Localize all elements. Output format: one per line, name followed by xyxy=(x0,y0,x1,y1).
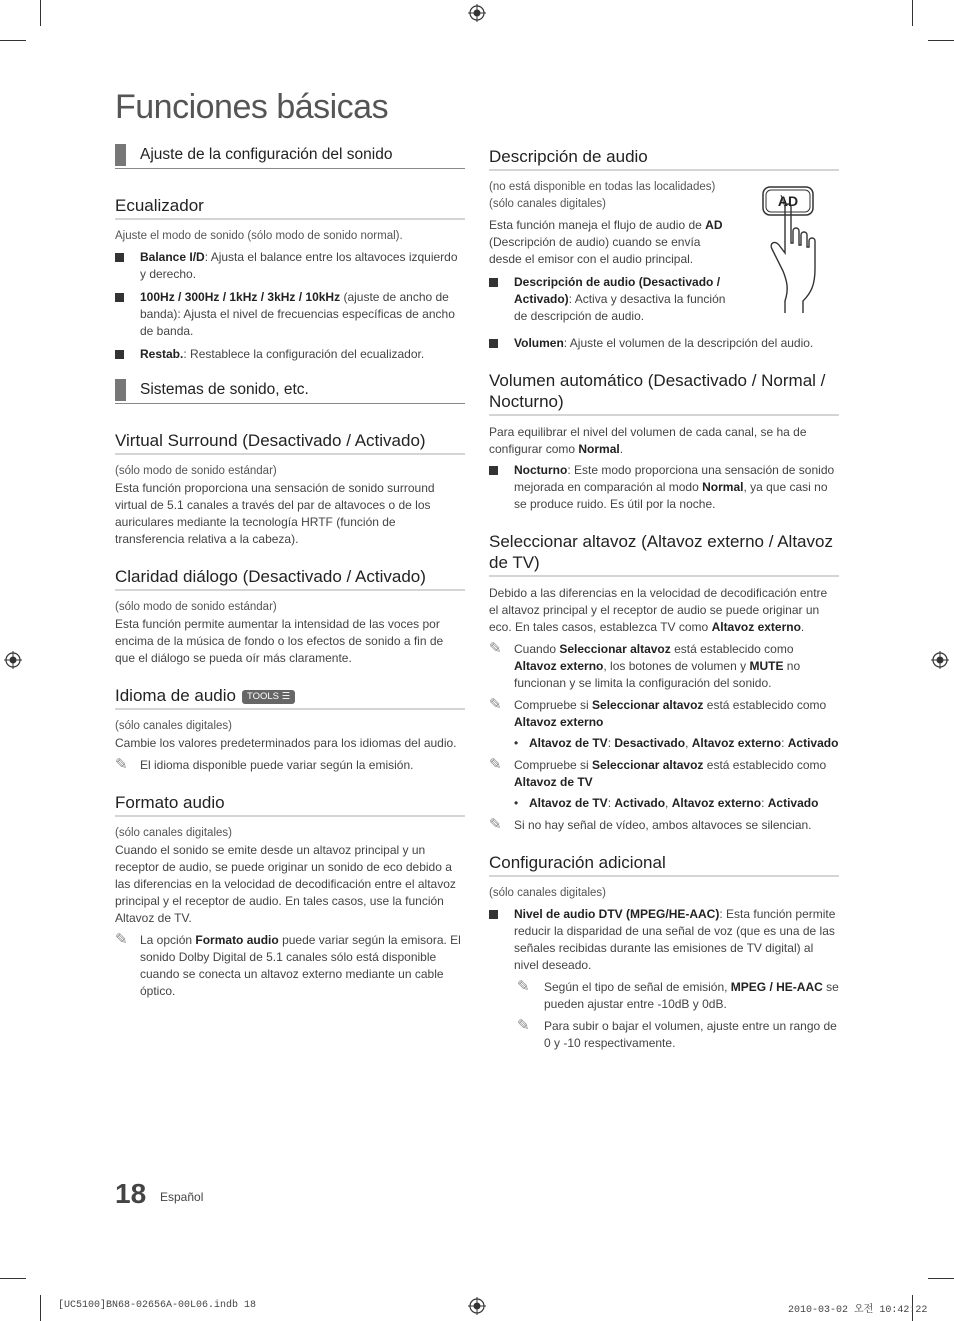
bullet-item: • Altavoz de TV: Activado, Altavoz externo: Activado xyxy=(489,795,839,812)
crop-mark xyxy=(0,40,26,41)
note: ✎ La opción Formato audio puede variar según la emisora. El sonido Dolby Digital de 5.1 canales sólo está disponible cuando se conecta un altavoz externo mediante un cable óptico. xyxy=(115,931,461,998)
virtual-desc: Esta función proporciona una sensación de sonido surround virtual de 5.1 canales a través del par de altavoces o de los auriculares mediante la tecnología HRTF (función de transferencia relativa a la cabeza). xyxy=(115,481,435,546)
registration-mark-icon xyxy=(468,4,486,22)
ecualizador-desc: Ajuste el modo de sonido (sólo modo de sonido normal). xyxy=(115,230,403,242)
print-file-info: [UC5100]BN68-02656A-00L06.indb 18 xyxy=(58,1300,257,1311)
bullet-item: • Altavoz de TV: Desactivado, Altavoz externo: Activado xyxy=(489,735,839,752)
crop-mark xyxy=(40,1295,41,1321)
heading-claridad-dialogo: Claridad diálogo (Desactivado / Activado) xyxy=(115,566,465,591)
claridad-desc: Esta función permite aumentar la intensidad de las voces por encima de la música de fondo o los efectos de sonido a fin de que el diálogo se pueda oír más claramente. xyxy=(115,617,444,665)
left-column xyxy=(115,146,465,1000)
list-item: Restab.: Restablece la configuración del ecualizador. xyxy=(115,346,465,363)
page-number: 18 xyxy=(115,1178,147,1209)
pencil-note-icon: ✎ xyxy=(489,816,502,833)
heading-formato-audio: Formato audio xyxy=(115,792,465,817)
crop-mark xyxy=(928,40,954,41)
registration-mark-icon xyxy=(4,651,22,669)
pencil-note-icon: ✎ xyxy=(517,978,530,995)
note: ✎ El idioma disponible puede variar según la emisión. xyxy=(115,756,414,773)
pencil-note-icon: ✎ xyxy=(115,756,128,773)
config-mode: (sólo canales digitales) xyxy=(489,887,606,899)
descripcion-desc: Esta función maneja el flujo de audio de AD (Descripción de audio) cuando se envía desde el emisor con el audio principal. xyxy=(489,218,723,266)
note: ✎ Si no hay señal de vídeo, ambos altavoces se silencian. xyxy=(489,816,812,833)
descripcion-block xyxy=(489,179,839,325)
volumen-desc: Para equilibrar el nivel del volumen de cada canal, se ha de configurar como Normal. xyxy=(489,425,807,456)
idioma-desc: Cambie los valores predeterminados para los idiomas del audio. xyxy=(115,736,457,750)
heading-virtual-surround: Virtual Surround (Desactivado / Activado) xyxy=(115,430,465,455)
list-item: 100Hz / 300Hz / 1kHz / 3kHz / 10kHz (ajuste de ancho de banda): Ajusta el nivel de frecuencias específicas de ancho de banda. xyxy=(115,289,465,340)
formato-desc: Cuando el sonido se emite desde un altavoz principal y un receptor de audio, se puede originar un sonido de eco debido a las diferencias en la velocidad de decodificación entre el altavoz principal y el receptor de audio. En tales casos, use la función Altavoz de TV. xyxy=(115,843,456,925)
section-header-sound-systems: Sistemas de sonido, etc. xyxy=(115,381,465,404)
note: ✎ Compruebe si Seleccionar altavoz está establecido como Altavoz externo xyxy=(489,696,827,729)
right-column xyxy=(489,146,839,1052)
list-item: Nivel de audio DTV (MPEG/HE-AAC): Esta función permite reducir la disparidad de una señal de voz (que es una de las señales recibidas durante las emisiones de TV digital) al nivel deseado. xyxy=(489,906,839,974)
heading-descripcion-audio: Descripción de audio xyxy=(489,146,839,171)
crop-mark xyxy=(928,1278,954,1279)
note: ✎ Compruebe si Seleccionar altavoz está establecido como Altavoz de TV xyxy=(489,756,827,789)
list-item: Nocturno: Este modo proporciona una sensación de sonido mejorada en comparación al modo Normal, ya que casi no se produce ruido. Es útil por la noche. xyxy=(489,462,839,513)
page-language: Español xyxy=(160,1190,204,1204)
pencil-note-icon: ✎ xyxy=(517,1017,530,1034)
list-item: Descripción de audio (Desactivado / Activado): Activa y desactiva la función de descripción de audio. xyxy=(489,274,734,325)
registration-mark-icon xyxy=(468,1297,486,1315)
virtual-mode: (sólo modo de sonido estándar) xyxy=(115,465,277,477)
crop-mark xyxy=(40,0,41,26)
crop-mark xyxy=(912,0,913,26)
pencil-note-icon: ✎ xyxy=(489,640,502,657)
altavoz-desc: Debido a las diferencias en la velocidad de decodificación entre el altavoz principal y el receptor de audio se puede originar un eco. En tales casos, establezca TV como Altavoz externo. xyxy=(489,586,828,634)
pencil-note-icon: ✎ xyxy=(489,696,502,713)
registration-mark-icon xyxy=(931,651,949,669)
ad-button-label: AD xyxy=(777,193,799,209)
section-header-sound-settings: Ajuste de la configuración del sonido xyxy=(115,146,465,169)
heading-idioma-audio: Idioma de audio TOOLS ☰ xyxy=(115,685,465,710)
heading-volumen-automatico: Volumen automático (Desactivado / Normal / Nocturno) xyxy=(489,370,839,416)
page-title: Funciones básicas xyxy=(115,88,389,126)
note: ✎ Según el tipo de señal de emisión, MPEG / HE-AAC se pueden ajustar entre -10dB y 0dB. xyxy=(517,978,839,1011)
note: ✎ Para subir o bajar el volumen, ajuste entre un rango de 0 y -10 respectivamente. xyxy=(517,1017,837,1050)
tools-icon: TOOLS ☰ xyxy=(242,690,295,704)
note: ✎ Cuando Seleccionar altavoz está establecido como Altavoz externo, los botones de volumen y MUTE no funcionan y se limita la configuración del sonido. xyxy=(489,640,801,690)
descripcion-mode: (no está disponible en todas las localidades) (sólo canales digitales) xyxy=(489,181,716,210)
list-item: Balance I/D: Ajusta el balance entre los altavoces izquierdo y derecho. xyxy=(115,249,465,283)
formato-mode: (sólo canales digitales) xyxy=(115,827,232,839)
heading-seleccionar-altavoz: Seleccionar altavoz (Altavoz externo / Altavoz de TV) xyxy=(489,531,839,577)
heading-configuracion-adicional: Configuración adicional xyxy=(489,852,839,877)
idioma-mode: (sólo canales digitales) xyxy=(115,720,232,732)
heading-ecualizador: Ecualizador xyxy=(115,195,465,220)
pencil-note-icon: ✎ xyxy=(115,931,128,948)
claridad-mode: (sólo modo de sonido estándar) xyxy=(115,601,277,613)
list-item: Volumen: Ajuste el volumen de la descripción del audio. xyxy=(489,335,839,352)
pencil-note-icon: ✎ xyxy=(489,756,502,773)
print-timestamp: 2010-03-02 오전 10:42:22 xyxy=(788,1305,928,1316)
crop-mark xyxy=(0,1278,26,1279)
